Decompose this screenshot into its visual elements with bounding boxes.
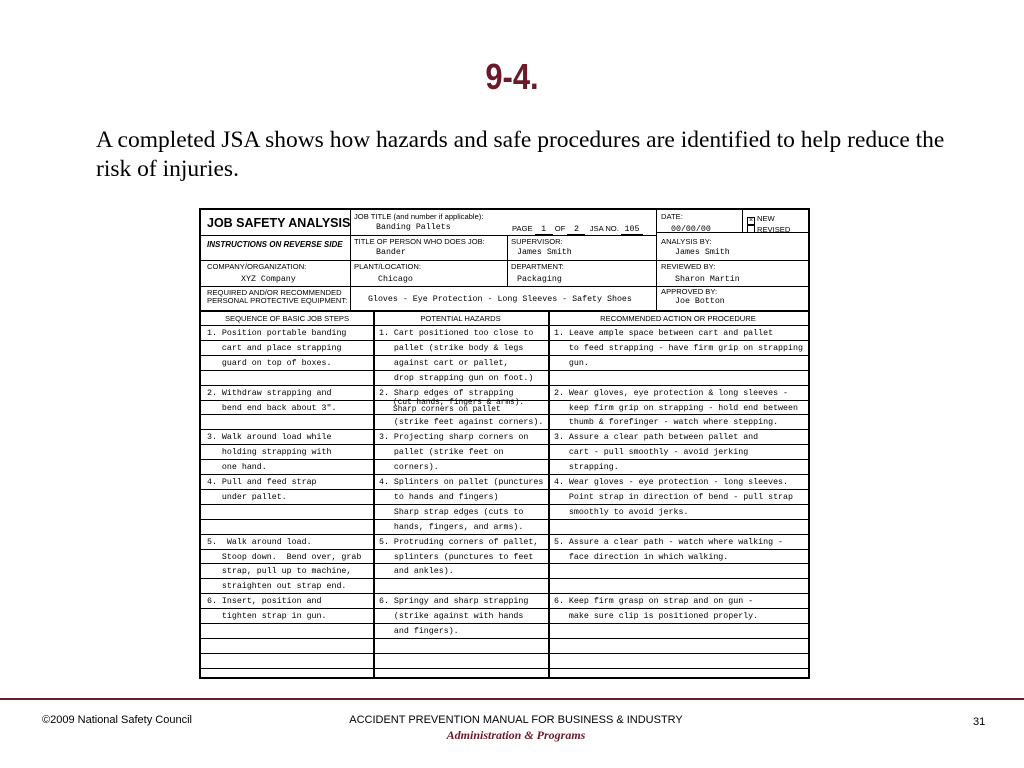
form-title: JOB SAFETY ANALYSIS	[207, 216, 351, 230]
step-text: tighten strap in gun.	[207, 612, 327, 622]
row-rule	[201, 459, 808, 460]
hazard-text: (strike feet against corners).	[379, 418, 544, 428]
page-field	[512, 225, 643, 235]
action-text: make sure clip is positioned properly.	[554, 612, 759, 622]
step-text: bend end back about 3".	[207, 403, 337, 413]
row-rule	[201, 623, 808, 624]
action-text: smoothly to avoid jerks.	[554, 507, 689, 517]
action-text: 3. Assure a clear path between pallet and	[554, 433, 759, 443]
hazard-text: (strike against with hands	[379, 612, 524, 622]
row-rule	[201, 489, 808, 490]
jsa-no-label: JSA NO.	[589, 224, 619, 233]
page-number: 31	[973, 716, 986, 728]
hazard-text: 6. Springy and sharp strapping	[379, 597, 529, 607]
approved-by-value: Joe Botton	[675, 297, 725, 306]
hazard-text: splinters (punctures to feet	[379, 552, 534, 562]
new-checkbox	[747, 215, 775, 224]
hazard-text: 4. Splinters on pallet (punctures	[379, 478, 544, 487]
supervisor-label: SUPERVISOR:	[511, 237, 563, 246]
page-value: 1	[535, 225, 553, 235]
divider	[507, 235, 508, 286]
ppe-value: Gloves - Eye Protection - Long Sleeves - Safety Shoes	[368, 295, 632, 304]
divider	[201, 325, 808, 326]
instructions-note: INSTRUCTIONS ON REVERSE SIDE	[207, 240, 343, 249]
jsa-form	[199, 208, 810, 679]
row-rule	[201, 668, 808, 669]
of-label: OF	[554, 224, 566, 233]
hazard-text: to hands and fingers)	[379, 492, 499, 502]
row-rule	[201, 549, 808, 550]
plant-value: Chicago	[378, 275, 413, 284]
action-text: cart - pull smoothly - avoid jerking	[554, 448, 749, 458]
title-person-label: TITLE OF PERSON WHO DOES JOB:	[354, 237, 485, 246]
checkbox-empty	[747, 225, 755, 233]
footer-manual-title: ACCIDENT PREVENTION MANUAL FOR BUSINESS & INDUSTRY	[349, 714, 683, 726]
analysis-by-label: ANALYSIS BY:	[661, 237, 712, 246]
hazard-text: drop strapping gun on foot.)	[379, 373, 534, 383]
hazard-text: 2. Sharp edges of strapping	[379, 388, 514, 398]
action-text: 6. Keep firm grasp on strap and on gun -	[554, 597, 754, 607]
revised-checkbox	[747, 224, 790, 234]
action-text: 5. Assure a clear path - watch where walking -	[554, 537, 784, 547]
row-rule	[201, 414, 808, 415]
department-label: DEPARTMENT:	[511, 262, 564, 271]
step-text: holding strapping with	[207, 448, 332, 458]
footer-manual-subtitle: Administration & Programs	[446, 728, 586, 742]
action-text: keep firm grip on strapping - hold end between	[554, 403, 798, 413]
hazard-text: and ankles).	[379, 567, 454, 577]
company-value: XYZ Company	[241, 275, 296, 284]
slide-caption: A completed JSA shows how hazards and safe procedures are identified to help reduce the risk of injuries.	[96, 127, 945, 182]
row-rule	[201, 593, 808, 594]
action-text: 1. Leave ample space between cart and pallet	[554, 329, 774, 338]
row-rule	[201, 444, 808, 445]
column-header-hazards: POTENTIAL HAZARDS	[420, 314, 501, 323]
row-rule	[201, 340, 808, 341]
step-text: 6. Insert, position and	[207, 597, 322, 607]
action-text: 2. Wear gloves, eye protection & long sleeves -	[554, 388, 789, 398]
department-value: Packaging	[517, 275, 562, 284]
step-text: 2. Withdraw strapping and	[207, 388, 332, 398]
revised-label: REVISED	[757, 225, 791, 234]
of-value: 2	[567, 225, 585, 235]
jsa-no-value: 105	[621, 225, 643, 235]
row-rule	[201, 578, 808, 579]
title-person-value: Bander	[376, 248, 406, 257]
step-text: under pallet.	[207, 492, 287, 502]
hazard-text: pallet (strike feet on	[379, 448, 504, 458]
ppe-label: REQUIRED AND/OR RECOMMENDED	[207, 288, 342, 297]
hazard-text: 1. Cart positioned too close to	[379, 329, 534, 338]
hazard-text: against cart or pallet,	[379, 358, 509, 368]
analysis-by-value: James Smith	[675, 248, 730, 257]
page-label: PAGE	[512, 224, 533, 233]
divider	[742, 210, 743, 232]
column-header-actions: RECOMMENDED ACTION OR PROCEDURE	[600, 314, 756, 323]
action-text: Point strap in direction of bend - pull strap	[554, 492, 793, 502]
action-text: thumb & forefinger - watch where stepping.	[554, 418, 779, 428]
divider	[656, 210, 657, 310]
row-rule	[201, 385, 808, 386]
plant-label: PLANT/LOCATION:	[354, 262, 421, 271]
row-rule	[201, 474, 808, 475]
date-label: DATE:	[661, 212, 683, 221]
hazard-text: 5. Protruding corners of pallet,	[379, 537, 539, 547]
divider	[201, 310, 808, 312]
row-rule	[201, 429, 808, 430]
step-text: 3. Walk around load while	[207, 433, 332, 443]
step-text: one hand.	[207, 463, 267, 473]
action-text: gun.	[554, 358, 589, 368]
hazard-text: pallet (strike body & legs	[379, 343, 524, 353]
divider	[201, 260, 808, 261]
ppe-label-2: PERSONAL PROTECTIVE EQUIPMENT:	[207, 296, 348, 305]
hazard-text: Sharp strap edges (cuts to	[379, 507, 524, 517]
action-text: to feed strapping - have firm grip on strapping	[554, 343, 803, 353]
step-text: 5. Walk around load.	[207, 537, 312, 547]
job-title-label: JOB TITLE (and number if applicable):	[354, 212, 484, 221]
step-text: Stoop down. Bend over, grab	[207, 552, 362, 562]
hazard-text: 3. Projecting sharp corners on	[379, 433, 529, 443]
hazard-text: (cut hands, fingers & arms). Sharp corners on pallet	[393, 398, 525, 414]
step-text: guard on top of boxes.	[207, 358, 332, 368]
row-rule	[201, 608, 808, 609]
job-title-value: Banding Pallets	[376, 223, 451, 232]
row-rule	[201, 534, 808, 535]
action-text: face direction in which walking.	[554, 552, 729, 562]
new-label: NEW	[757, 214, 775, 223]
action-text: strapping.	[554, 463, 619, 473]
checkbox-checked: ×	[748, 217, 754, 224]
row-rule	[201, 370, 808, 371]
date-value: 00/00/00	[671, 225, 711, 234]
hazard-text: and fingers).	[379, 627, 459, 636]
footer-divider	[0, 698, 1024, 700]
divider	[201, 235, 656, 236]
row-rule	[201, 653, 808, 654]
reviewed-by-label: REVIEWED BY:	[661, 262, 716, 271]
step-text: 1. Position portable banding	[207, 329, 347, 338]
step-text: 4. Pull and feed strap	[207, 478, 317, 487]
reviewed-by-value: Sharon Martin	[675, 275, 740, 284]
row-rule	[201, 638, 808, 639]
footer-copyright: ©2009 National Safety Council	[42, 714, 192, 726]
company-label: COMPANY/ORGANIZATION:	[207, 262, 307, 271]
step-text: strap, pull up to machine,	[207, 567, 352, 577]
step-text: straighten out strap end.	[207, 582, 347, 592]
approved-by-label: APPROVED BY:	[661, 287, 718, 296]
column-header-steps: SEQUENCE OF BASIC JOB STEPS	[224, 314, 350, 323]
row-rule	[201, 504, 808, 505]
row-rule	[201, 519, 808, 520]
row-rule	[201, 563, 808, 564]
hazard-text: hands, fingers, and arms).	[379, 522, 524, 532]
step-text: cart and place strapping	[207, 343, 342, 353]
slide-title: 9-4.	[485, 56, 539, 97]
hazard-text: corners).	[379, 463, 439, 473]
action-text: 4. Wear gloves - eye protection - long sleeves.	[554, 478, 789, 487]
supervisor-value: James Smith	[517, 248, 572, 257]
row-rule	[201, 355, 808, 356]
